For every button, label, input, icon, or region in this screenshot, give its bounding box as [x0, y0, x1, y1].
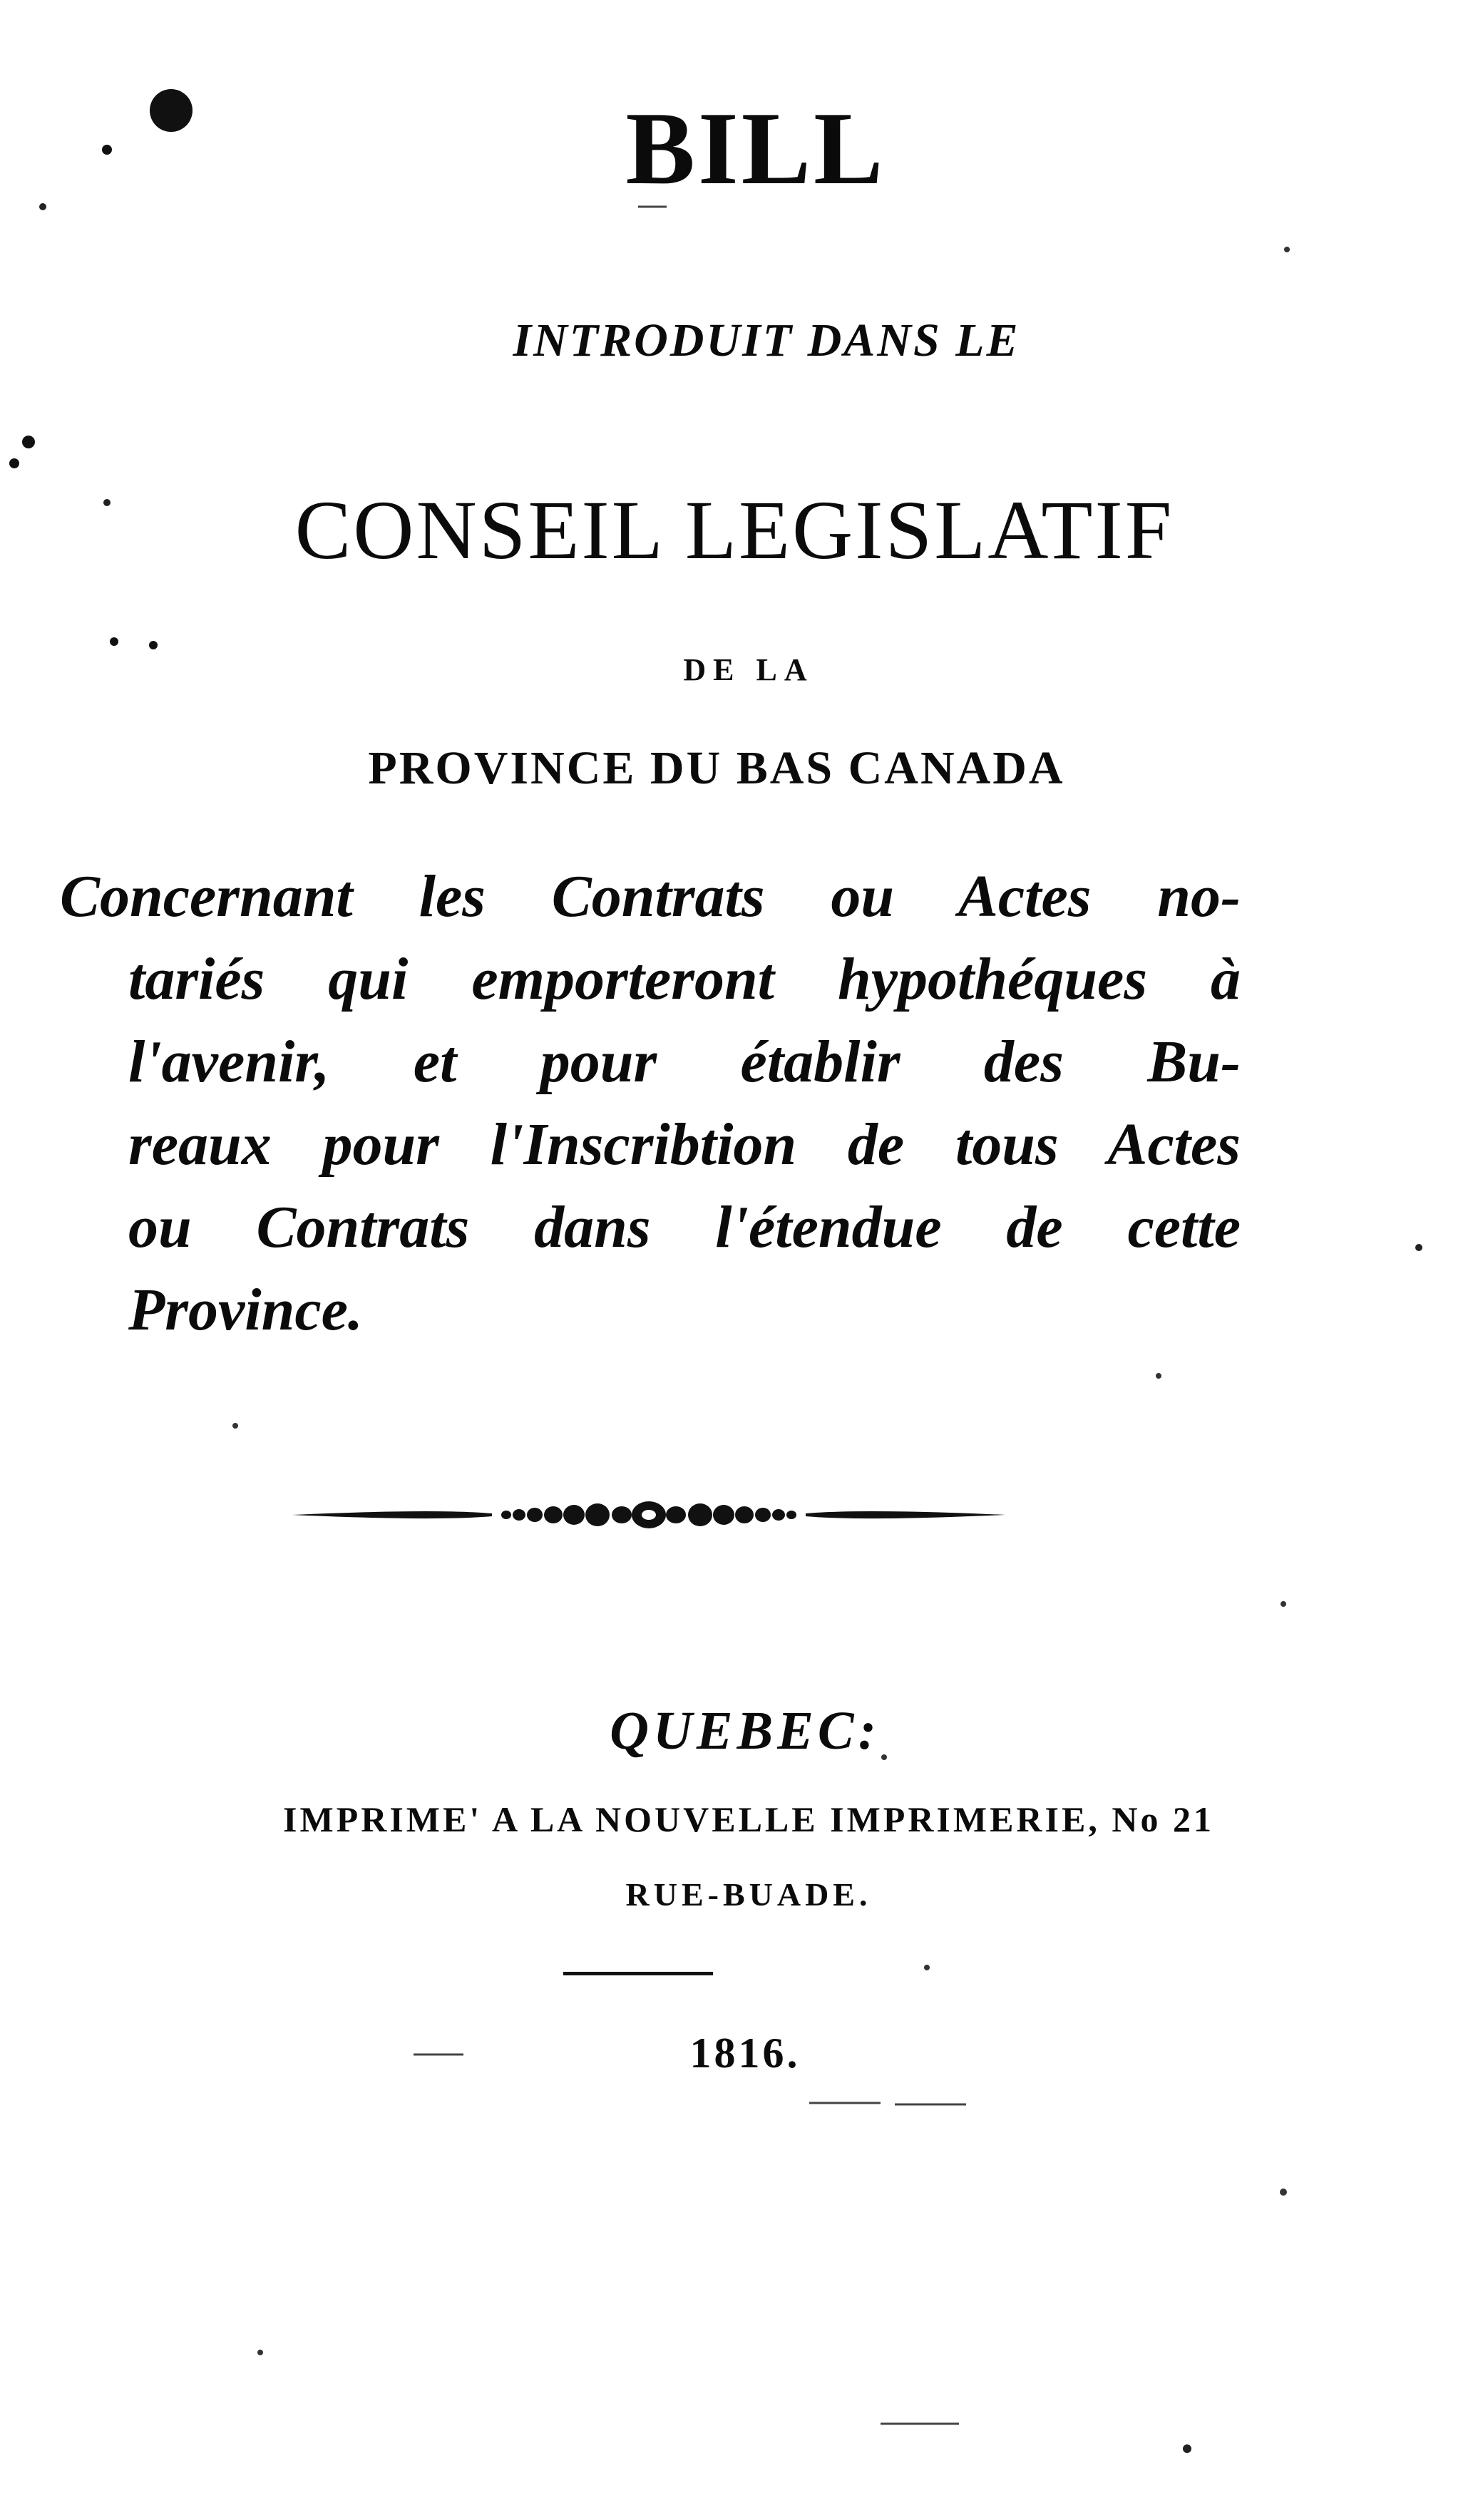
- subject-line-3: l'avenir, et pour établir des Bu-: [128, 1029, 1241, 1095]
- of-the-line: DE LA: [683, 652, 814, 687]
- subject-line-5: ou Contrats dans l'étendue de cette: [128, 1194, 1241, 1260]
- subject-line-2: tariés qui emporteront hypothéques à: [128, 946, 1241, 1012]
- council-heading: CONSEIL LEGISLATIF: [294, 483, 1174, 577]
- subject-line-6: Province.: [128, 1277, 363, 1343]
- subject-line-1: Concernant les Contrats ou Actes no-: [60, 863, 1241, 930]
- bill-subject: [60, 855, 1241, 1352]
- bill-title: BILL: [625, 91, 886, 206]
- publication-year: 1816.: [689, 2030, 801, 2077]
- street-line: RUE-BUADE.: [625, 1876, 872, 1913]
- short-rule: [563, 1972, 713, 1975]
- ornamental-divider: [292, 1490, 1005, 1540]
- introduction-line: INTRODUIT DANS LE: [513, 314, 1020, 366]
- printer-line: IMPRIME' A LA NOUVELLE IMPRIMERIE, No 21: [283, 1799, 1214, 1839]
- province-heading: PROVINCE DU BAS CANADA: [368, 742, 1065, 794]
- place-of-printing: QUEBEC:: [610, 1701, 881, 1761]
- subject-line-4: reaux pour l'Inscribtion de tous Actes: [128, 1111, 1241, 1178]
